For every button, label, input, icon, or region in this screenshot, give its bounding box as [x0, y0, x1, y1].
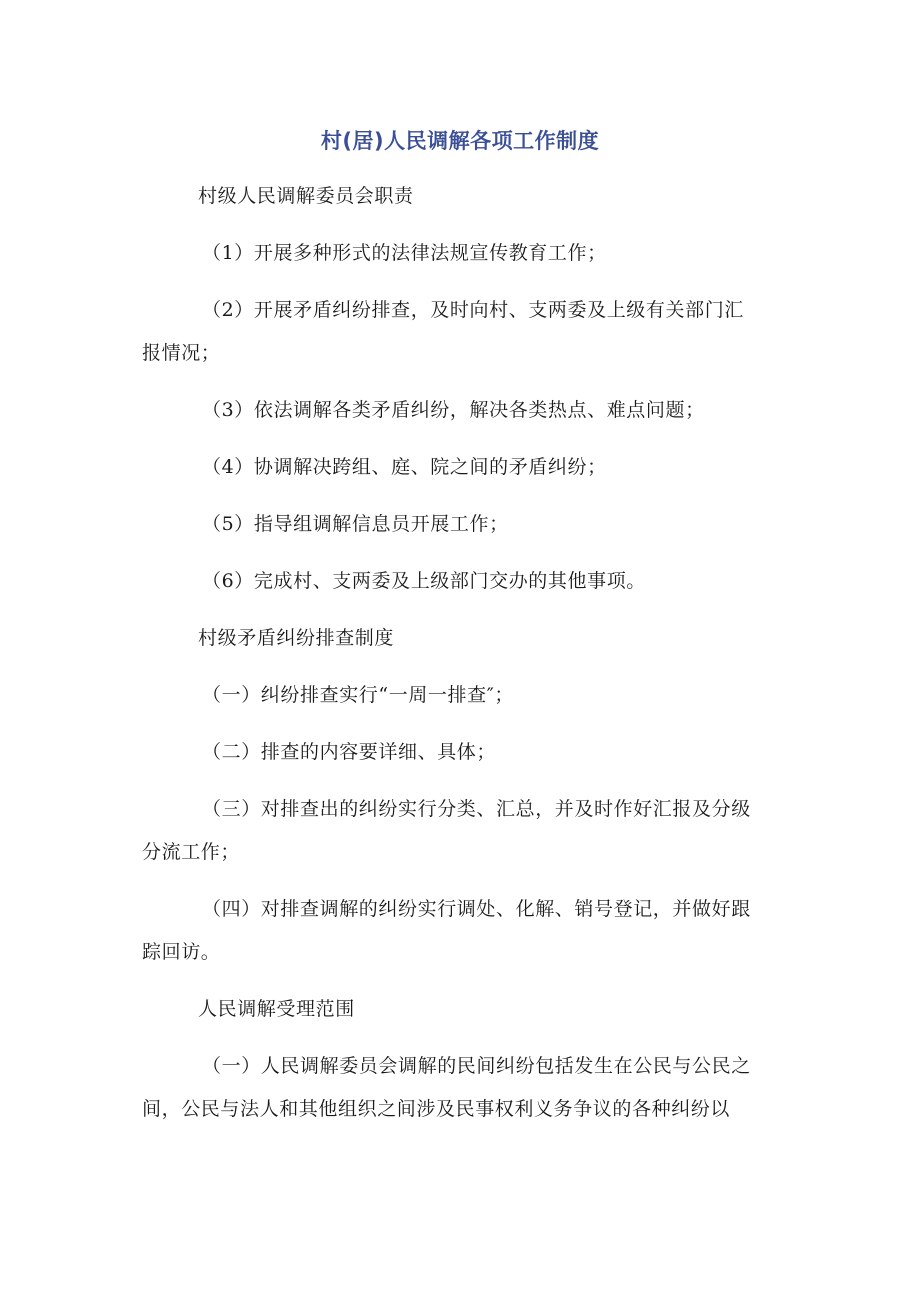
- duty-item-1: （1）开展多种形式的法律法规宣传教育工作；: [202, 242, 607, 264]
- section-heading-dispute-screening: 村级矛盾纠纷排查制度: [198, 627, 395, 649]
- section-heading-mediation-duties: 村级人民调解委员会职责: [198, 185, 414, 207]
- duty-item-4: （4）协调解决跨组、庭、院之间的矛盾纠纷；: [202, 456, 607, 478]
- screening-item-4: （四）对排查调解的纠纷实行调处、化解、销号登记，并做好跟: [202, 898, 751, 920]
- duty-item-2: （2）开展矛盾纠纷排查，及时向村、支两委及上级有关部门汇: [202, 299, 744, 321]
- screening-item-3-continued: 分流工作；: [142, 841, 241, 863]
- scope-item-1-continued: 间，公民与法人和其他组织之间涉及民事权利义务争议的各种纠纷以: [142, 1098, 731, 1120]
- scope-item-1: （一）人民调解委员会调解的民间纠纷包括发生在公民与公民之: [202, 1055, 751, 1077]
- duty-item-6: （6）完成村、支两委及上级部门交办的其他事项。: [202, 570, 646, 592]
- screening-item-1: （一）纠纷排查实行“一周一排查″；: [202, 684, 515, 706]
- screening-item-4-continued: 踪回访。: [142, 941, 221, 963]
- duty-item-2-continued: 报情况；: [142, 342, 221, 364]
- document-title: 村(居)人民调解各项工作制度: [320, 129, 600, 153]
- screening-item-2: （二）排查的内容要详细、具体；: [202, 741, 497, 763]
- section-heading-acceptance-scope: 人民调解受理范围: [198, 998, 355, 1020]
- duty-item-5: （5）指导组调解信息员开展工作；: [202, 513, 509, 535]
- screening-item-3: （三）对排查出的纠纷实行分类、汇总，并及时作好汇报及分级: [202, 798, 751, 820]
- duty-item-3: （3）依法调解各类矛盾纠纷，解决各类热点、难点问题；: [202, 399, 705, 421]
